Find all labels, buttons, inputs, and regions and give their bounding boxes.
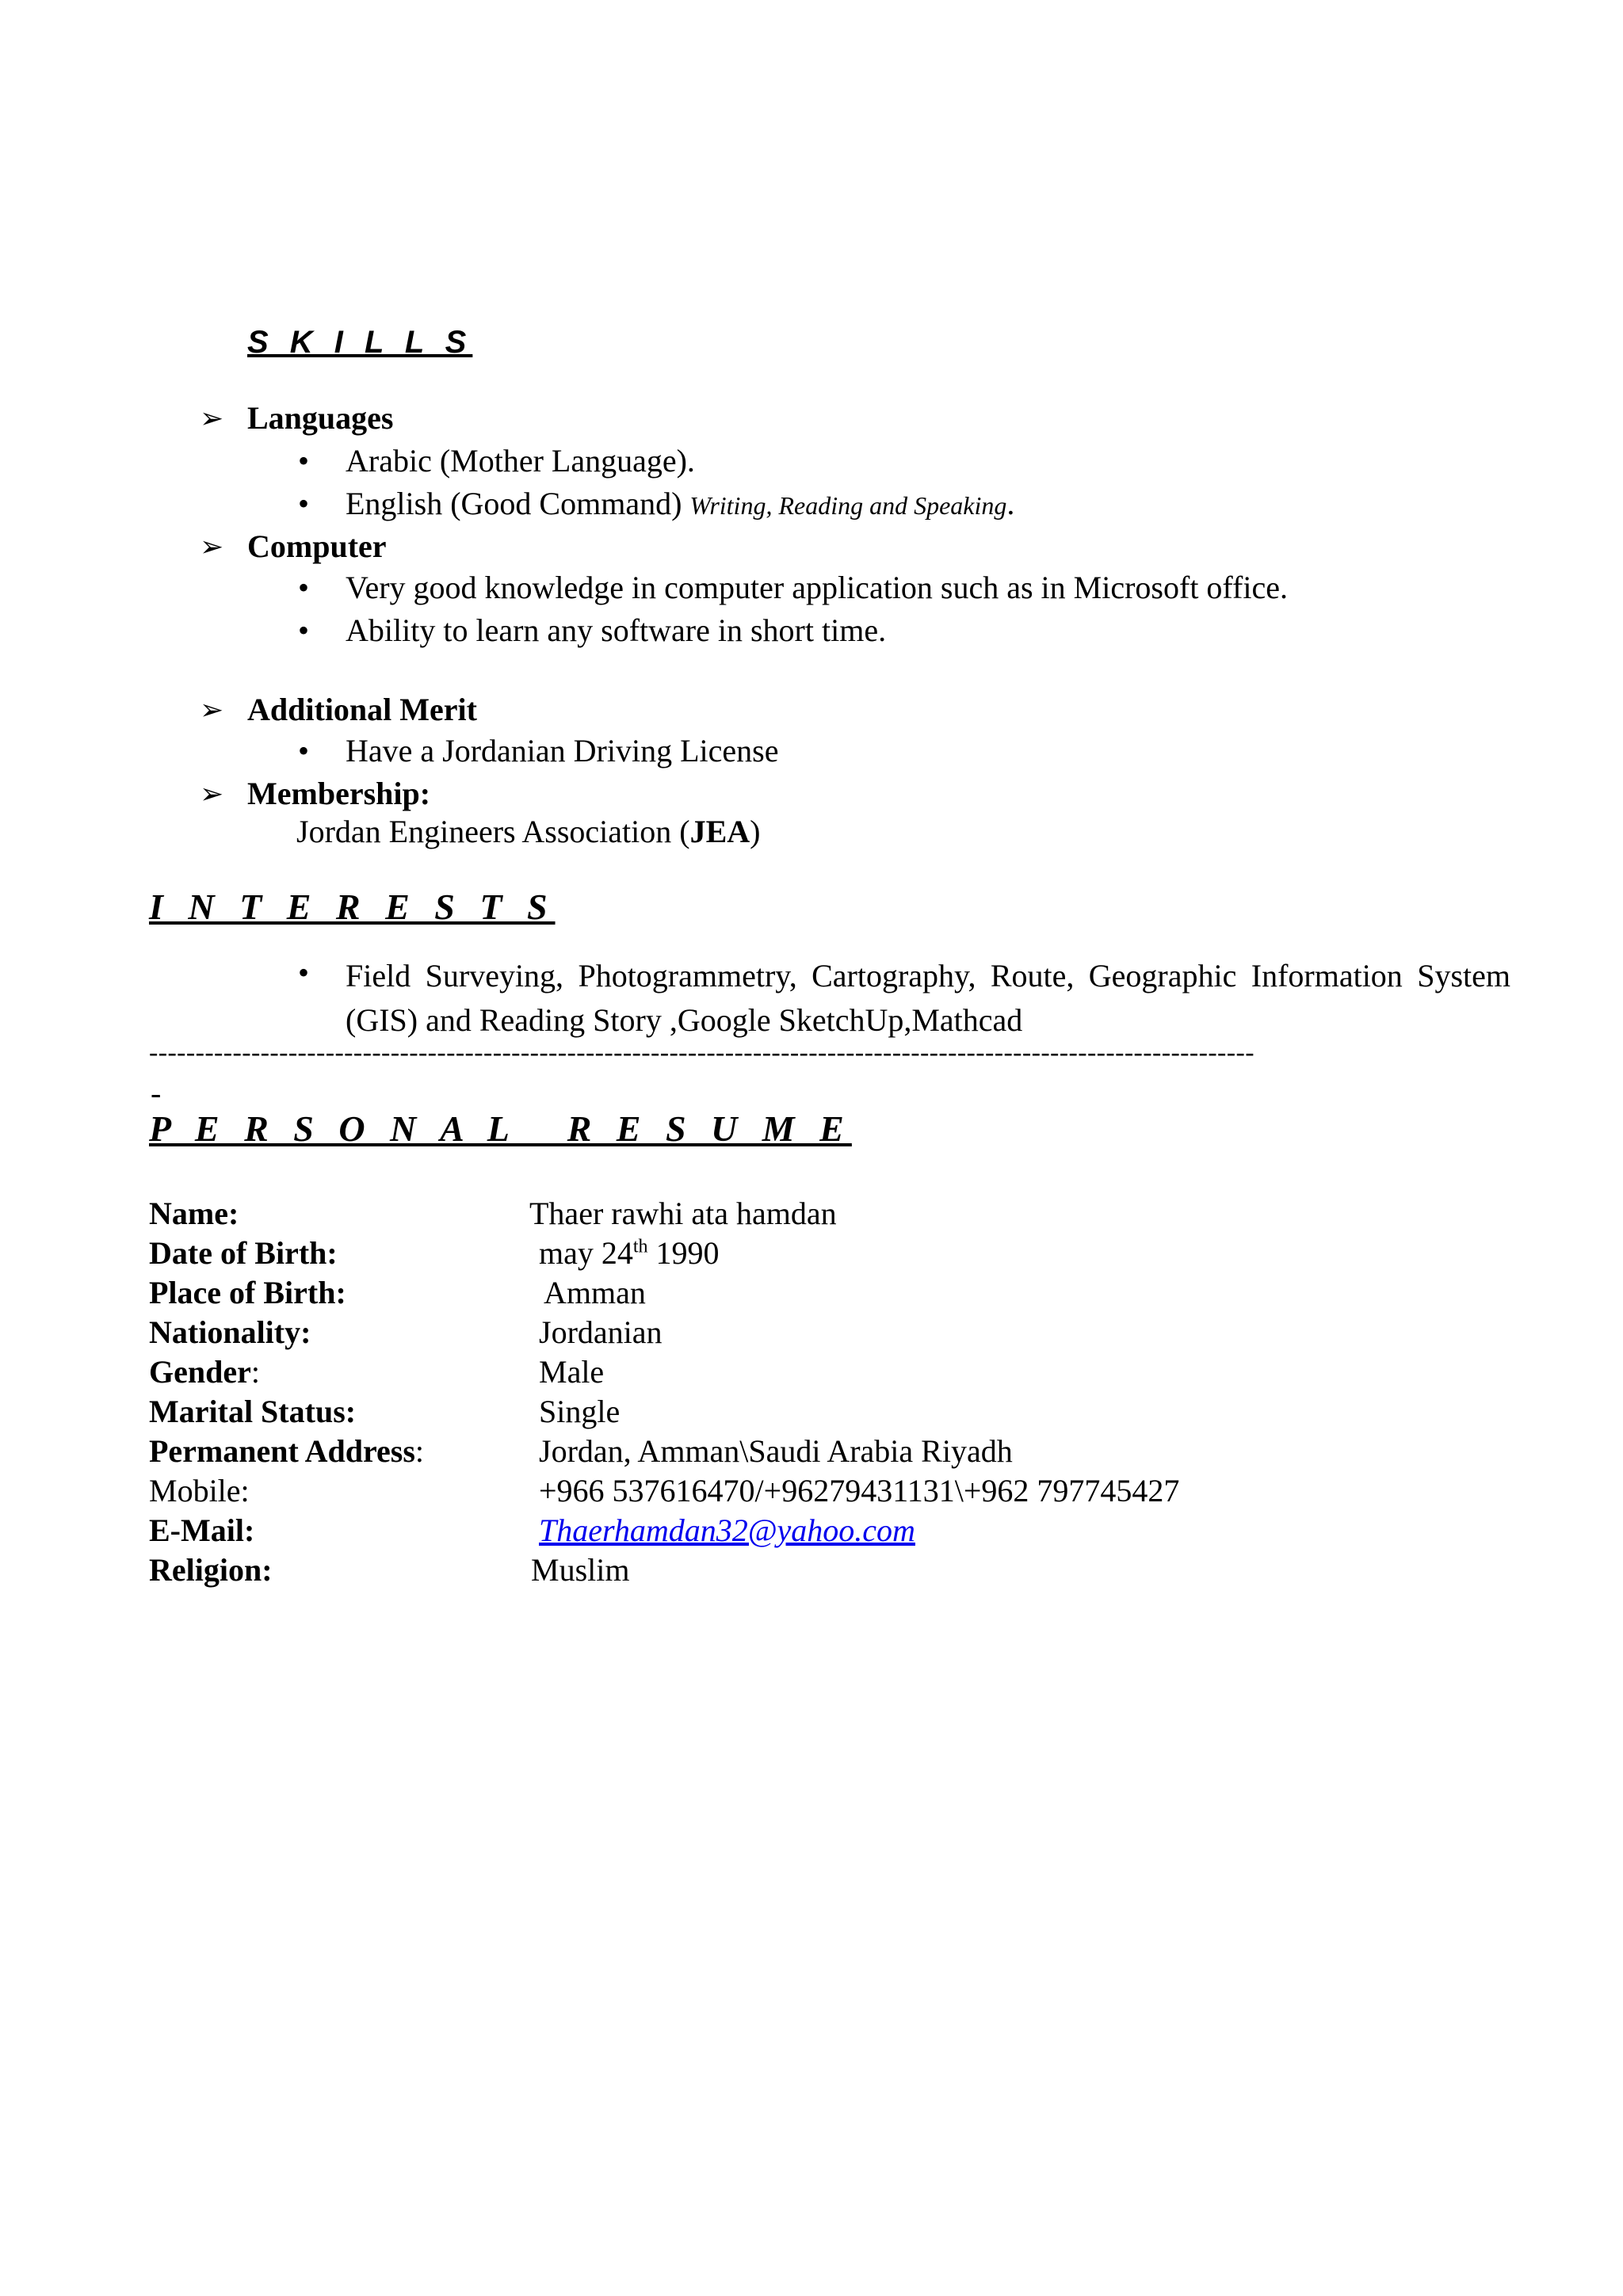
gender-label-text: Gender xyxy=(149,1354,251,1390)
divider-line: ----------------------------------------------------------------------------------------------------------------------- xyxy=(149,1038,1254,1067)
gender-value: Male xyxy=(539,1354,605,1390)
dob-suffix: th xyxy=(632,1236,648,1257)
nationality-label: Nationality: xyxy=(149,1314,311,1350)
language-item: Arabic (Mother Language). xyxy=(346,443,695,479)
language-note: Writing, Reading and Speaking xyxy=(689,491,1007,520)
bullet-icon: • xyxy=(298,443,310,479)
language-tail: . xyxy=(1006,486,1015,521)
dob-label: Date of Birth: xyxy=(149,1235,338,1271)
arrow-bullet-icon: ➢ xyxy=(200,531,224,563)
bullet-icon: • xyxy=(298,733,310,769)
language-text: English (Good Command) xyxy=(346,486,690,521)
dob-value xyxy=(539,1234,720,1272)
computer-heading: Computer xyxy=(247,528,387,564)
mobile-value: +966 537616470/+96279431131\+962 797745427 xyxy=(539,1473,1180,1508)
membership-org: Jordan Engineers Association ( xyxy=(296,814,690,849)
language-item xyxy=(346,485,1014,524)
membership-heading: Membership: xyxy=(247,776,431,811)
interests-heading: I N T E R E S T S xyxy=(149,887,556,927)
languages-heading: Languages xyxy=(247,400,394,436)
address-label-text: Permanent Address xyxy=(149,1433,415,1469)
membership-close: ) xyxy=(750,814,761,849)
membership-abbr: JEA xyxy=(689,814,750,849)
address-label xyxy=(149,1432,424,1470)
membership-text xyxy=(296,813,760,851)
name-label: Name: xyxy=(149,1196,239,1231)
bullet-icon: • xyxy=(298,570,310,605)
gender-label xyxy=(149,1353,260,1391)
gender-colon: : xyxy=(250,1354,260,1390)
skills-heading: S K I L L S xyxy=(247,325,473,360)
additional-item: Have a Jordanian Driving License xyxy=(346,733,779,769)
dob-day: may 24 xyxy=(539,1235,633,1271)
personal-resume-heading: P E R S O N A L R E S U M E xyxy=(149,1108,852,1149)
email-label: E-Mail: xyxy=(149,1512,255,1548)
nationality-value: Jordanian xyxy=(539,1314,663,1350)
arrow-bullet-icon: ➢ xyxy=(200,402,224,435)
arrow-bullet-icon: ➢ xyxy=(200,778,224,810)
dob-year: 1990 xyxy=(647,1235,720,1271)
pob-label: Place of Birth: xyxy=(149,1275,346,1310)
marital-label: Marital Status: xyxy=(149,1394,357,1429)
computer-item: Ability to learn any software in short time. xyxy=(346,612,887,648)
address-value: Jordan, Amman\Saudi Arabia Riyadh xyxy=(539,1433,1013,1469)
email-link[interactable]: Thaerhamdan32@yahoo.com xyxy=(539,1512,915,1548)
bullet-icon: • xyxy=(298,955,310,990)
bullet-icon: • xyxy=(298,486,310,521)
interests-text: Field Surveying, Photogrammetry, Cartography, Route, Geographic Information System (GIS) and Reading Story ,Google SketchUp,Mathcad xyxy=(346,958,1510,1038)
address-colon: : xyxy=(414,1433,425,1469)
marital-value: Single xyxy=(539,1394,621,1429)
religion-value: Muslim xyxy=(531,1552,630,1588)
mobile-label: Mobile: xyxy=(149,1473,250,1508)
pob-value: Amman xyxy=(544,1275,646,1310)
divider-tail: - xyxy=(151,1075,162,1111)
additional-merit-heading: Additional Merit xyxy=(247,692,477,727)
computer-item: Very good knowledge in computer application such as in Microsoft office. xyxy=(346,570,1288,605)
bullet-icon: • xyxy=(298,612,310,648)
name-value: Thaer rawhi ata hamdan xyxy=(529,1196,837,1231)
arrow-bullet-icon: ➢ xyxy=(200,694,224,727)
religion-label: Religion: xyxy=(149,1552,273,1588)
